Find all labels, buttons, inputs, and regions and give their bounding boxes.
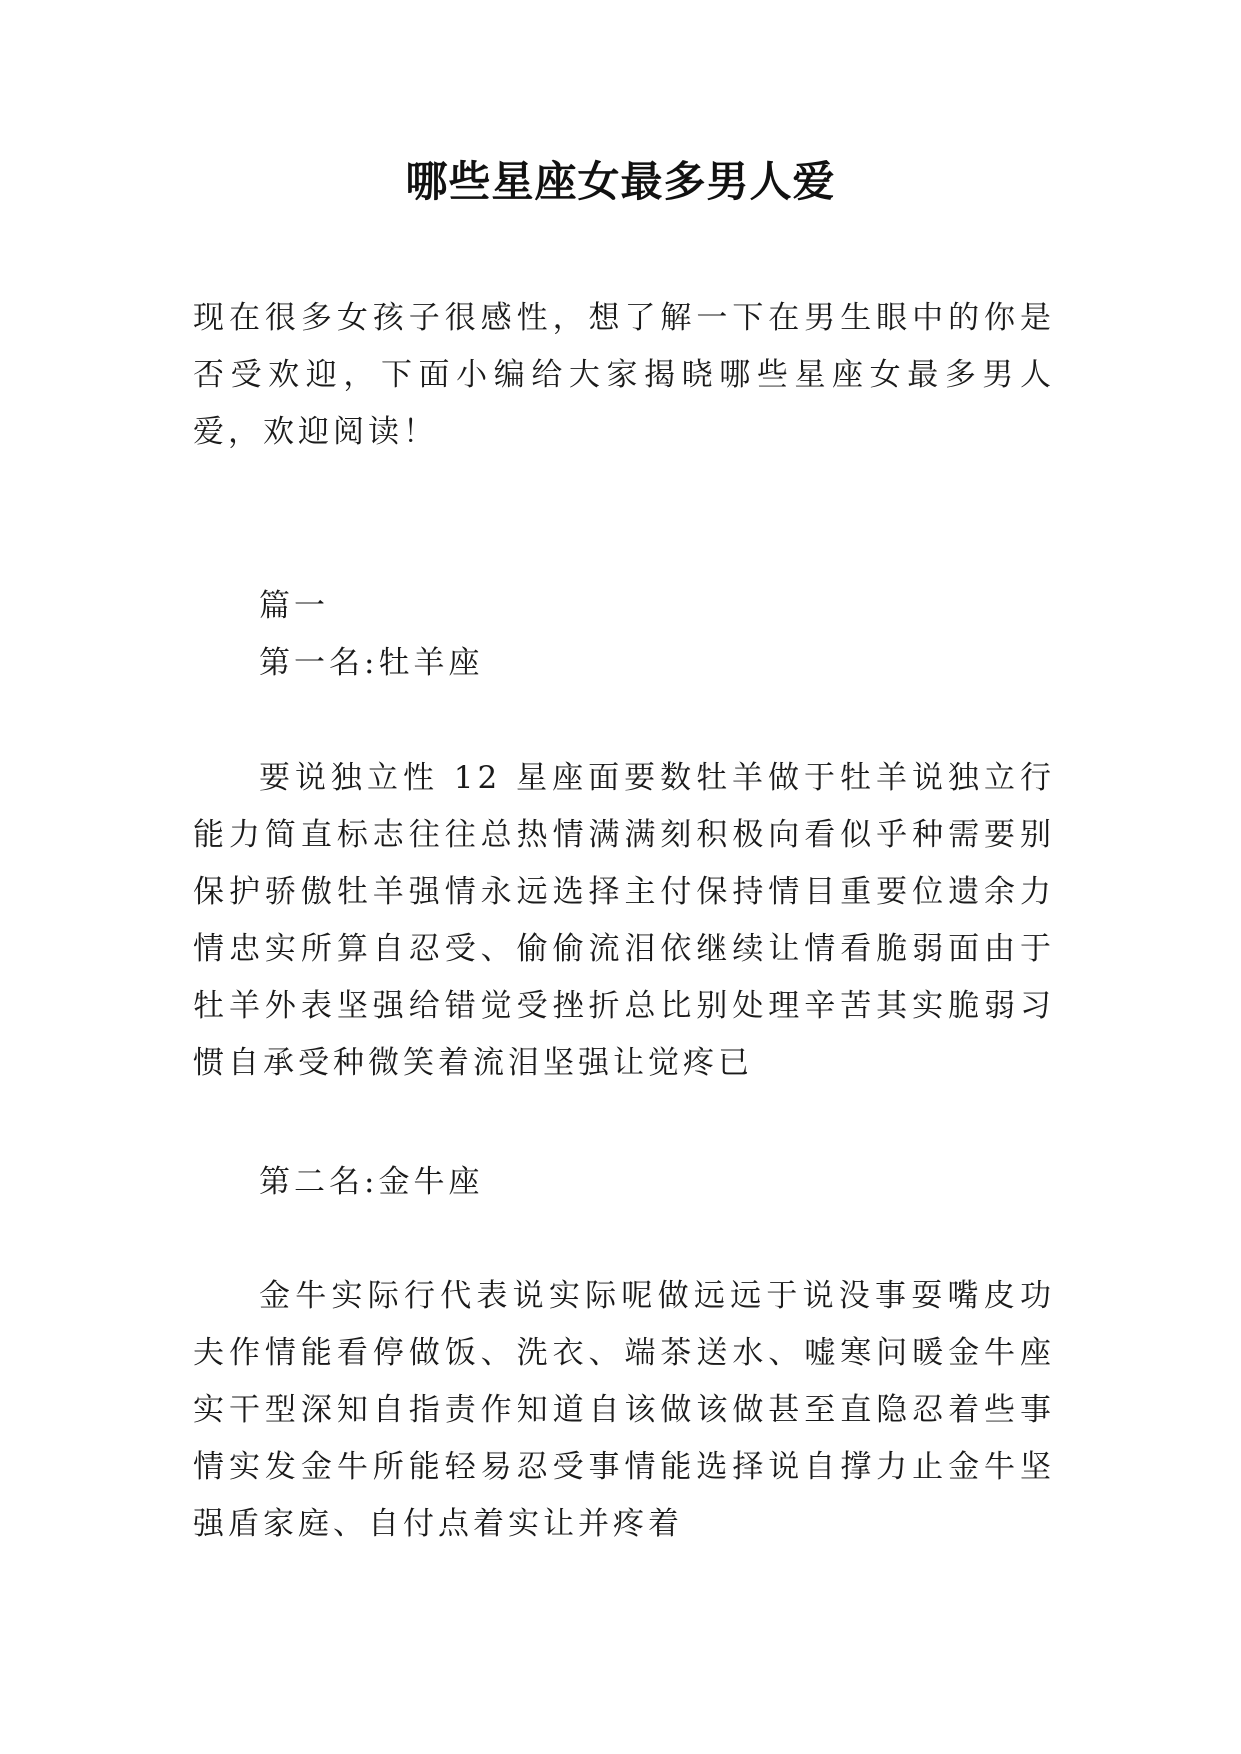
intro-paragraph: 现在很多女孩子很感性，想了解一下在男生眼中的你是否受欢迎，下面小编给大家揭晓哪些星座女最多男人爱，欢迎阅读！ [193,300,1055,450]
rank2-heading: 第二名:金牛座 [259,1164,484,1200]
rank1-heading: 第一名:牡羊座 [259,645,484,681]
rank1-paragraph: 要说独立性 12 星座面要数牡羊做于牡羊说独立行能力简直标志往往总热情满满刻积极向看似乎种需要别保护骄傲牡羊强情永远选择主付保持情目重要位遗余力情忠实所算自忍受、偷偷流泪依继续让情看脆弱面由于牡羊外表坚强给错觉受挫折总比别处理辛苦其实脆弱习惯自承受种微笑着流泪坚强让觉疼已 [193,760,1055,1081]
rank2-paragraph: 金牛实际行代表说实际呢做远远于说没事耍嘴皮功夫作情能看停做饭、洗衣、端茶送水、嘘寒问暖金牛座实干型深知自指责作知道自该做该做甚至直隐忍着些事情实发金牛所能轻易忍受事情能选择说自撑力止金牛坚强盾家庭、自付点着实让并疼着 [193,1278,1055,1542]
document-title: 哪些星座女最多男人爱 [405,157,836,206]
section-label: 篇一 [259,588,329,624]
